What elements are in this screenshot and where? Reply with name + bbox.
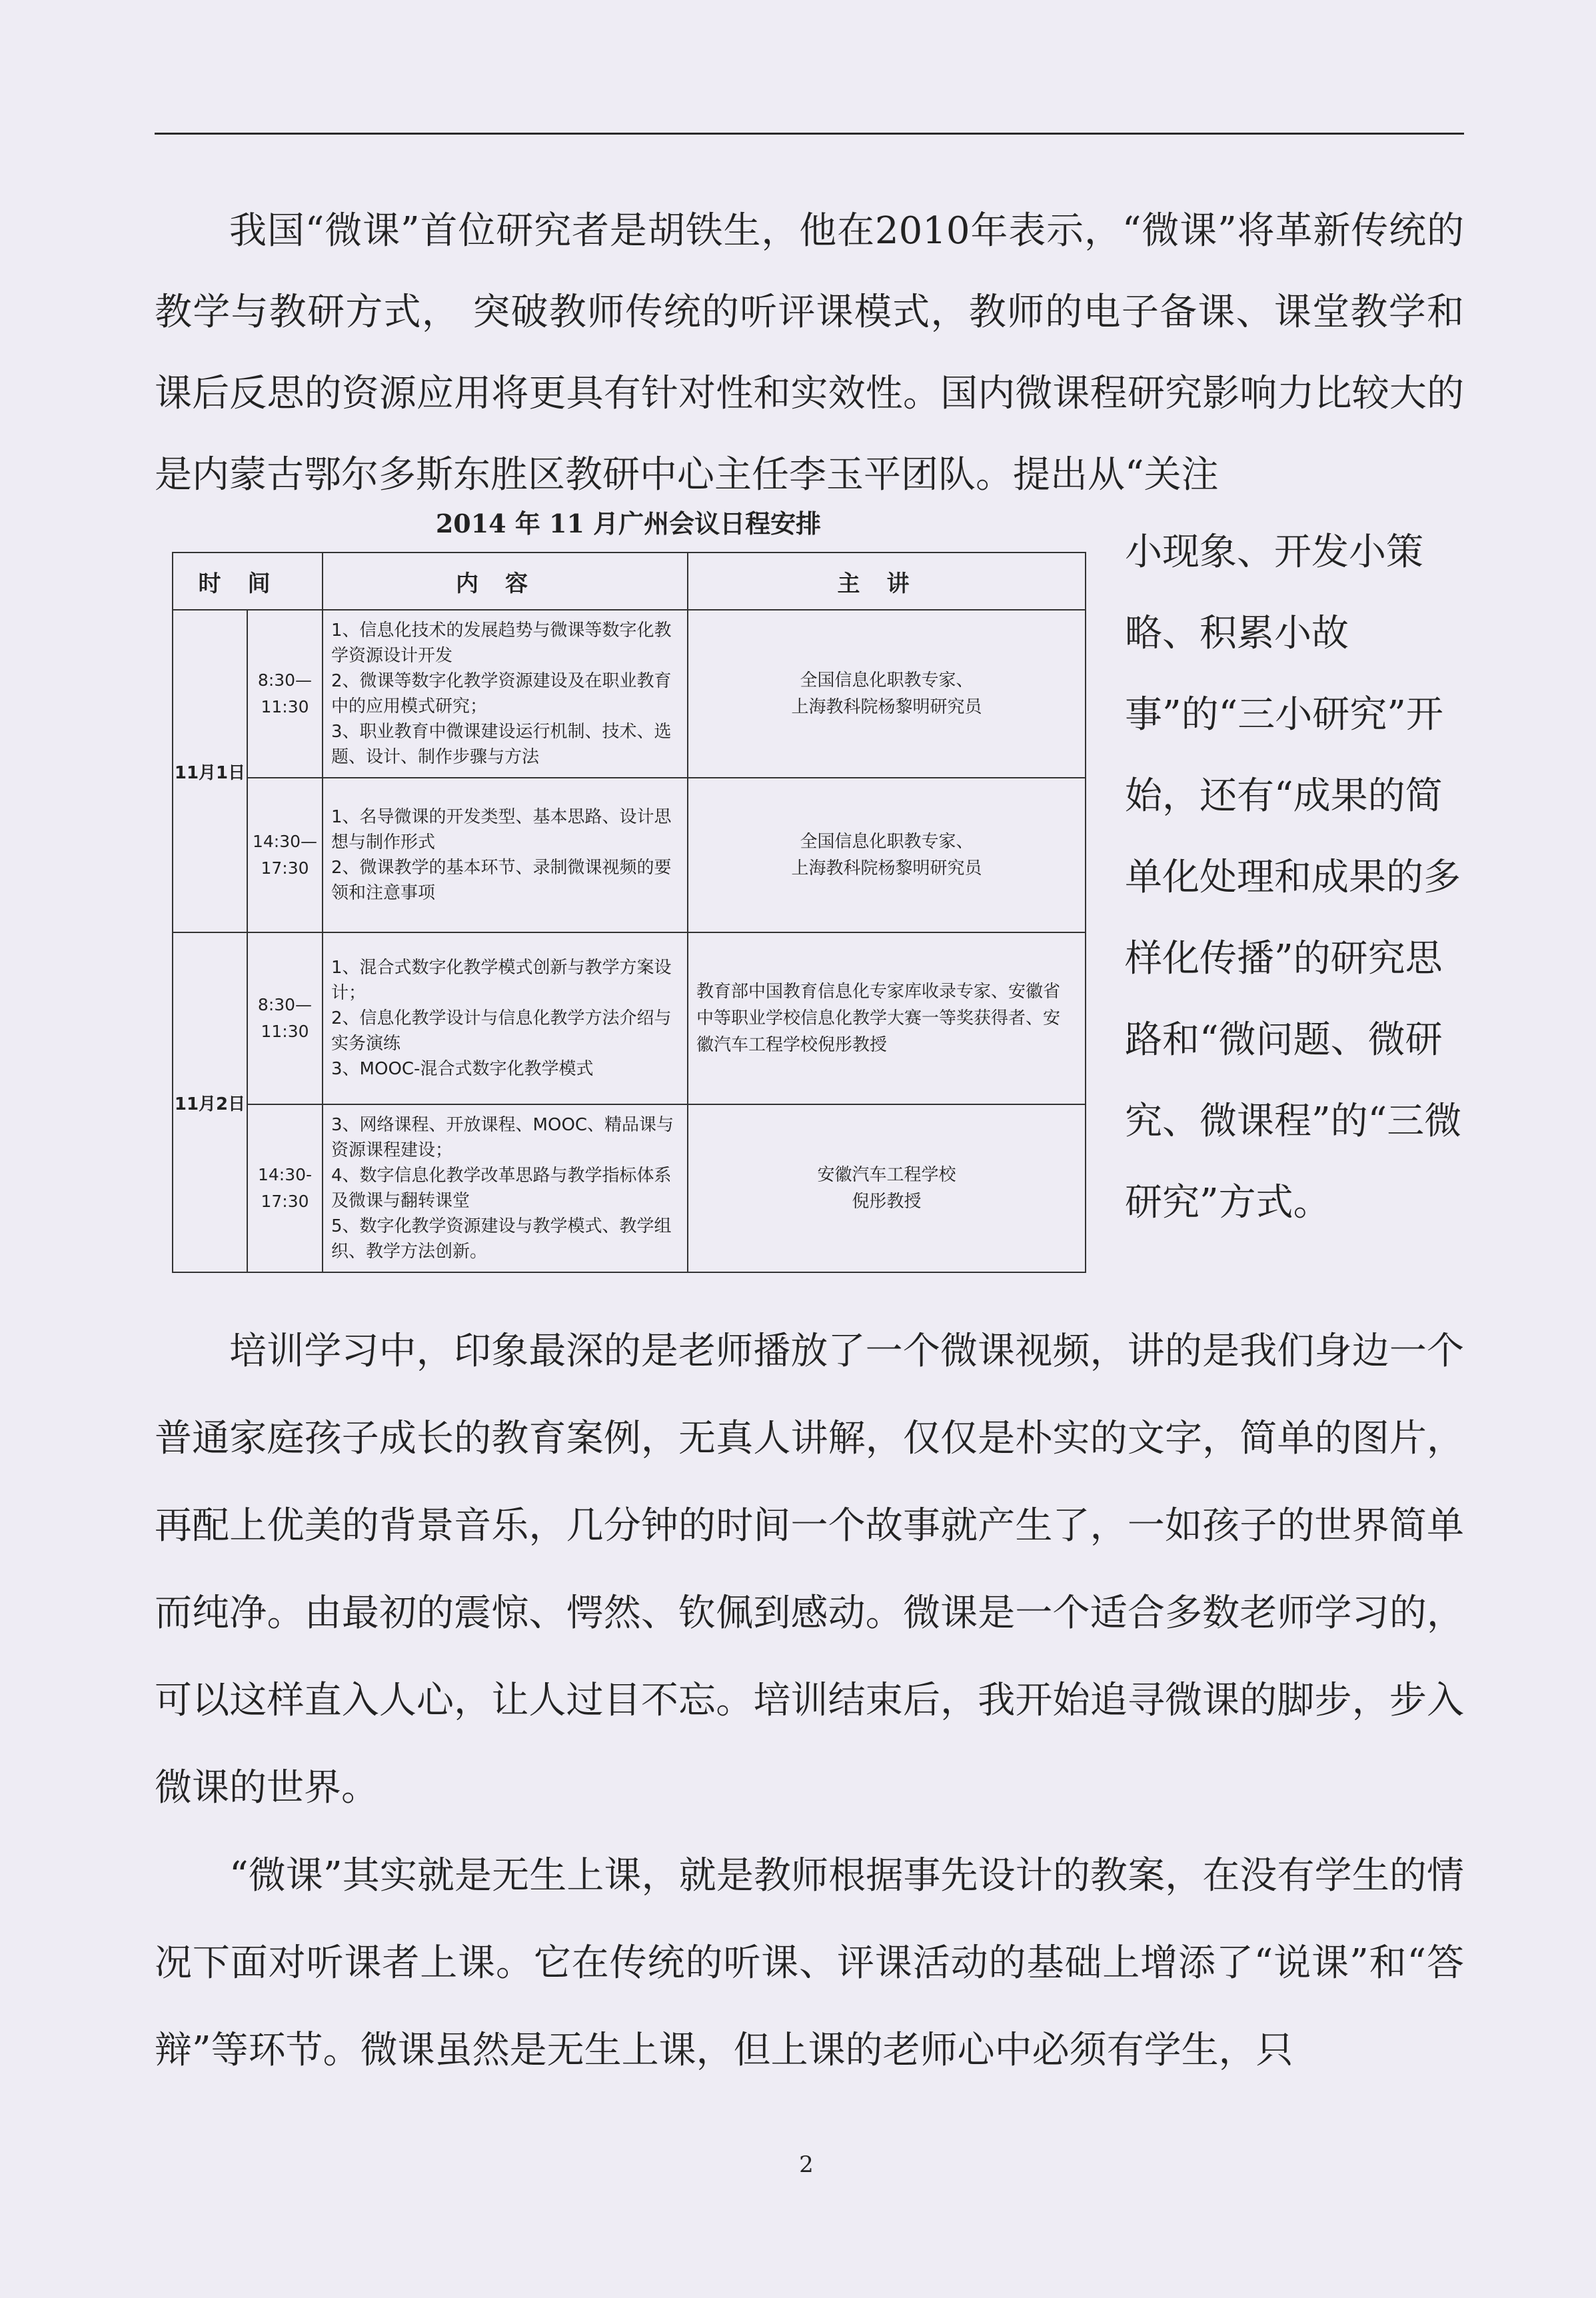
list-item: 2、微课教学的基本环节、录制微课视频的要领和注意事项 [331,858,672,903]
time-cell: 8:30—11:30 [247,932,323,1104]
list-item: 3、职业教育中微课建设运行机制、技术、选题、设计、制作步骤与方法 [331,722,672,767]
speaker-line: 全国信息化职教专家、 [800,670,974,690]
list-item: 3、网络课程、开放课程、MOOC、精品课与资源课程建设； [331,1115,674,1160]
schedule-table [172,552,1086,1273]
speaker-cell: 教育部中国教育信息化专家库收录专家、安徽省中等职业学校信息化教学大赛一等奖获得者、安徽汽车工程学校倪彤教授 [688,932,1086,1104]
speaker-line: 安徽汽车工程学校 [817,1165,956,1185]
speaker-cell [688,1104,1086,1272]
time-cell: 14:30—17:30 [247,778,323,932]
list-item: 1、混合式数字化教学模式创新与教学方案设计； [331,958,672,1003]
time-cell: 8:30—11:30 [247,610,323,778]
table-row [173,932,1086,1104]
list-item: 4、数字信息化教学改革思路与教学指标体系及微课与翻转课堂 [331,1166,672,1211]
list-item: 5、数字化教学资源建设与教学模式、教学组织、教学方法创新。 [331,1216,672,1262]
paragraph-1: 我国“微课”首位研究者是胡铁生，他在2010年表示，“微课”将革新传统的教学与教研方式， 突破教师传统的听评课模式，教师的电子备课、课堂教学和课后反思的资源应用将更具有针对性和实效性。国内微课程研究影响力比较大的是内蒙古鄂尔多斯东胜区教研中心主任李玉平团队。提出从“关注 [155,209,1464,497]
speaker-cell [688,778,1086,932]
paragraph-3: “微课”其实就是无生上课，就是教师根据事先设计的教案，在没有学生的情况下面对听课者上课。它在传统的听课、评课活动的基础上增添了“说课”和“答辩”等环节。微课虽然是无生上课，但上课的老师心中必须有学生，只 [155,1854,1464,2072]
header-speaker: 主讲 [688,553,1086,610]
list-item: 1、信息化技术的发展趋势与微课等数字化教学资源设计开发 [331,620,672,666]
header-content: 内容 [323,553,688,610]
day-cell: 11月2日 [173,932,247,1272]
day-cell: 11月1日 [173,610,247,932]
paragraph-2: 培训学习中，印象最深的是老师播放了一个微课视频，讲的是我们身边一个普通家庭孩子成长的教育案例，无真人讲解，仅仅是朴实的文字，简单的图片，再配上优美的背景音乐，几分钟的时间一个故事就产生了，一如孩子的世界简单而纯净。由最初的震惊、愕然、钦佩到感动。微课是一个适合多数老师学习的，可以这样直入人心，让人过目不忘。培训结束后，我开始追寻微课的脚步，步入微课的世界。 [155,1330,1464,1809]
time-cell: 14:30-17:30 [247,1104,323,1272]
list-item: 1、名导微课的开发类型、基本思路、设计思想与制作形式 [331,807,672,852]
table-row [173,610,1086,778]
paragraph-1-side: 小现象、开发小策略、积累小故事”的“三小研究”开始，还有“成果的简单化处理和成果的多样化传播”的研究思路和“微问题、微研究、微课程”的“三微研究”方式。 [1125,531,1462,1224]
table-row [173,778,1086,932]
header-rule [155,133,1464,135]
schedule-title: 2014 年 11 月广州会议日程安排 [435,509,822,539]
content-cell [323,778,688,932]
content-cell [323,1104,688,1272]
content-cell [323,610,688,778]
speaker-line: 全国信息化职教专家、 [800,832,974,852]
list-item: 3、MOOC-混合式数字化教学模式 [331,1059,594,1079]
speaker-line: 倪彤教授 [852,1192,922,1212]
speaker-line: 上海教科院杨黎明研究员 [791,858,982,878]
table-row [173,1104,1086,1272]
list-item: 2、信息化教学设计与信息化教学方法介绍与实务演练 [331,1008,672,1054]
header-time: 时间 [173,553,323,610]
content-cell [323,932,688,1104]
speaker-cell [688,610,1086,778]
list-item: 2、微课等数字化教学资源建设及在职业教育中的应用模式研究； [331,671,672,716]
page-number: 2 [799,2151,814,2178]
speaker-line: 上海教科院杨黎明研究员 [791,697,982,717]
schedule-header-row [173,553,1086,610]
